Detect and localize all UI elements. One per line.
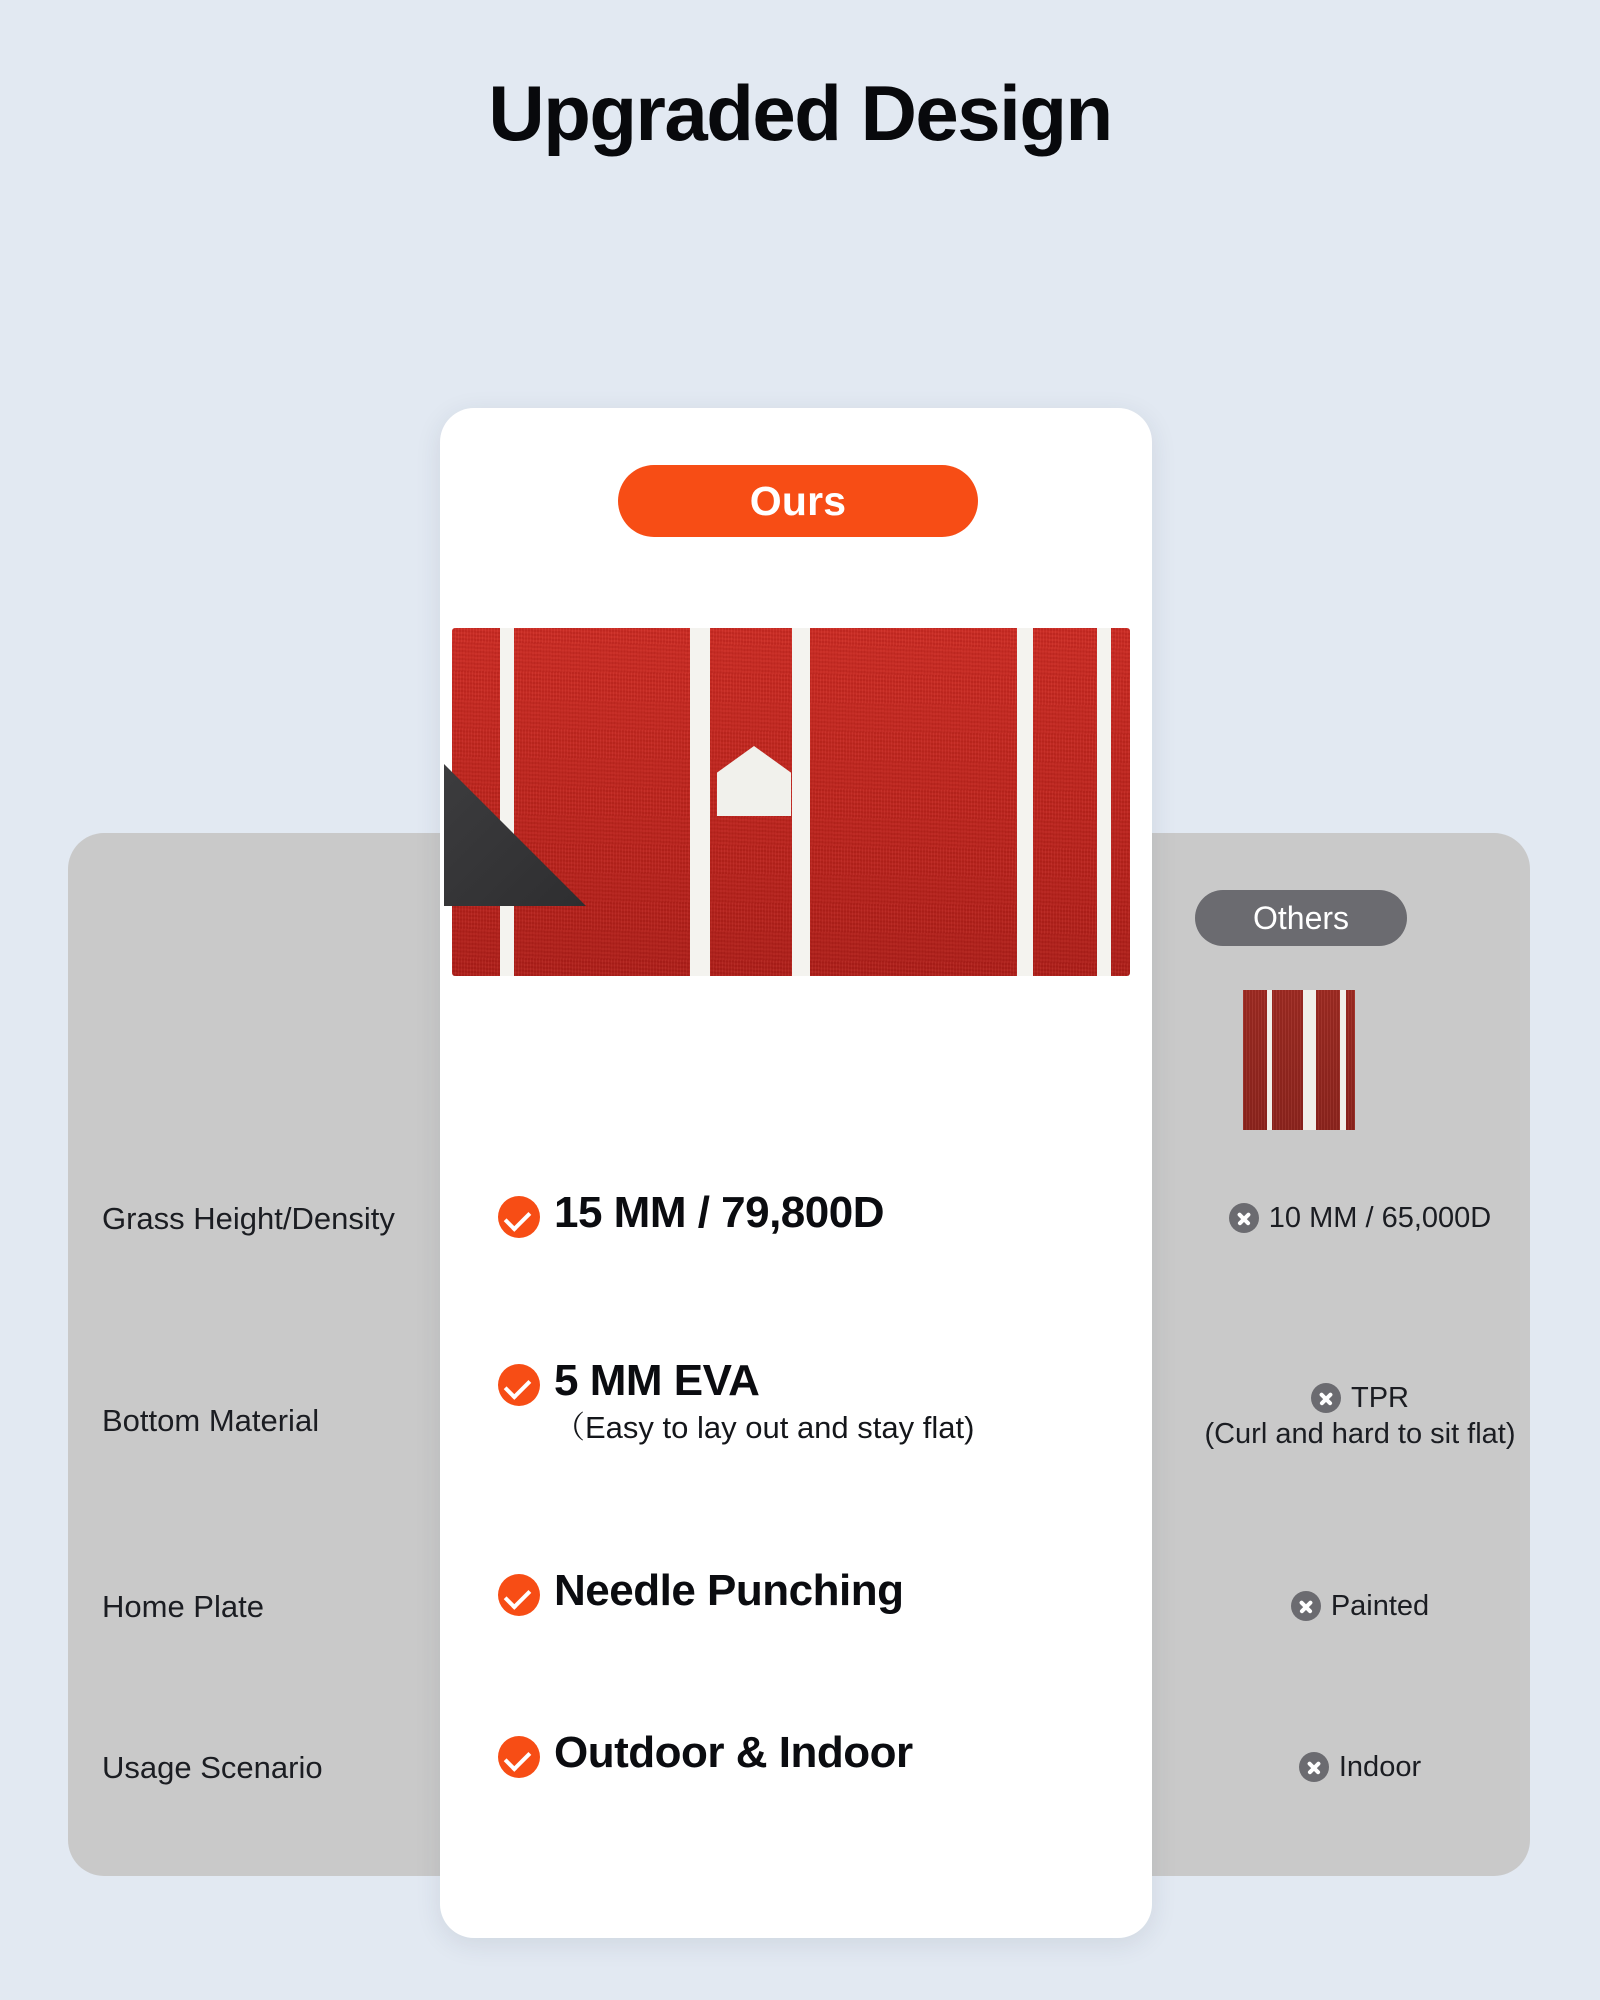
ours-value-text: Outdoor & Indoor	[554, 1728, 913, 1777]
row-label-bottom-material: Bottom Material	[102, 1403, 320, 1438]
row-label-home-plate: Home Plate	[102, 1589, 264, 1624]
ours-value-usage-scenario	[498, 1730, 1118, 1778]
ours-value-bottom-material	[498, 1358, 1118, 1445]
check-icon	[498, 1736, 540, 1778]
others-value-grass-height-density	[1160, 1200, 1560, 1236]
others-stripe-3	[1340, 990, 1346, 1130]
ours-value-home-plate	[498, 1568, 1118, 1616]
others-stripe-1	[1267, 990, 1272, 1130]
others-product-image	[1243, 990, 1355, 1130]
ours-stripe-2	[690, 628, 710, 976]
others-mat-texture	[1243, 990, 1355, 1130]
cross-icon	[1311, 1383, 1341, 1413]
others-value-usage-scenario	[1160, 1749, 1560, 1785]
others-value-text: 10 MM / 65,000D	[1268, 1202, 1492, 1234]
ours-value-text: 15 MM / 79,800D	[554, 1188, 884, 1237]
cross-icon	[1229, 1203, 1259, 1233]
ours-value-text-wrap	[554, 1358, 974, 1445]
others-value-bottom-material	[1160, 1380, 1560, 1453]
others-value-note: (Curl and hard to sit flat)	[1204, 1418, 1516, 1451]
ours-value-grass-height-density	[498, 1190, 1118, 1238]
page-title: Upgraded Design	[488, 69, 1112, 157]
ours-value-text: 5 MM EVA	[554, 1356, 760, 1405]
ours-value-text: Needle Punching	[554, 1566, 904, 1615]
ours-stripe-5	[1097, 628, 1111, 976]
check-icon	[498, 1364, 540, 1406]
others-value-line	[1160, 1588, 1560, 1624]
row-label-usage-scenario: Usage Scenario	[102, 1750, 323, 1785]
others-value-line	[1160, 1200, 1560, 1236]
others-stripe-2	[1303, 990, 1316, 1130]
others-value-home-plate	[1160, 1588, 1560, 1624]
check-icon	[498, 1574, 540, 1616]
others-value-text: Painted	[1330, 1590, 1430, 1622]
others-badge: Others	[1195, 890, 1407, 946]
ours-product-image	[452, 628, 1130, 976]
check-icon	[498, 1196, 540, 1238]
ours-stripe-1	[500, 628, 514, 976]
ours-value-note: （Easy to lay out and stay flat)	[554, 1410, 975, 1446]
row-label-grass-height-density: Grass Height/Density	[102, 1201, 395, 1236]
ours-stripe-3	[792, 628, 810, 976]
cross-icon	[1299, 1752, 1329, 1782]
others-value-text: Indoor	[1338, 1751, 1422, 1783]
cross-icon	[1291, 1591, 1321, 1621]
others-value-line	[1160, 1380, 1560, 1416]
ours-badge: Ours	[618, 465, 978, 537]
others-value-line	[1160, 1749, 1560, 1785]
ours-stripe-4	[1017, 628, 1033, 976]
others-value-text: TPR	[1351, 1382, 1409, 1414]
